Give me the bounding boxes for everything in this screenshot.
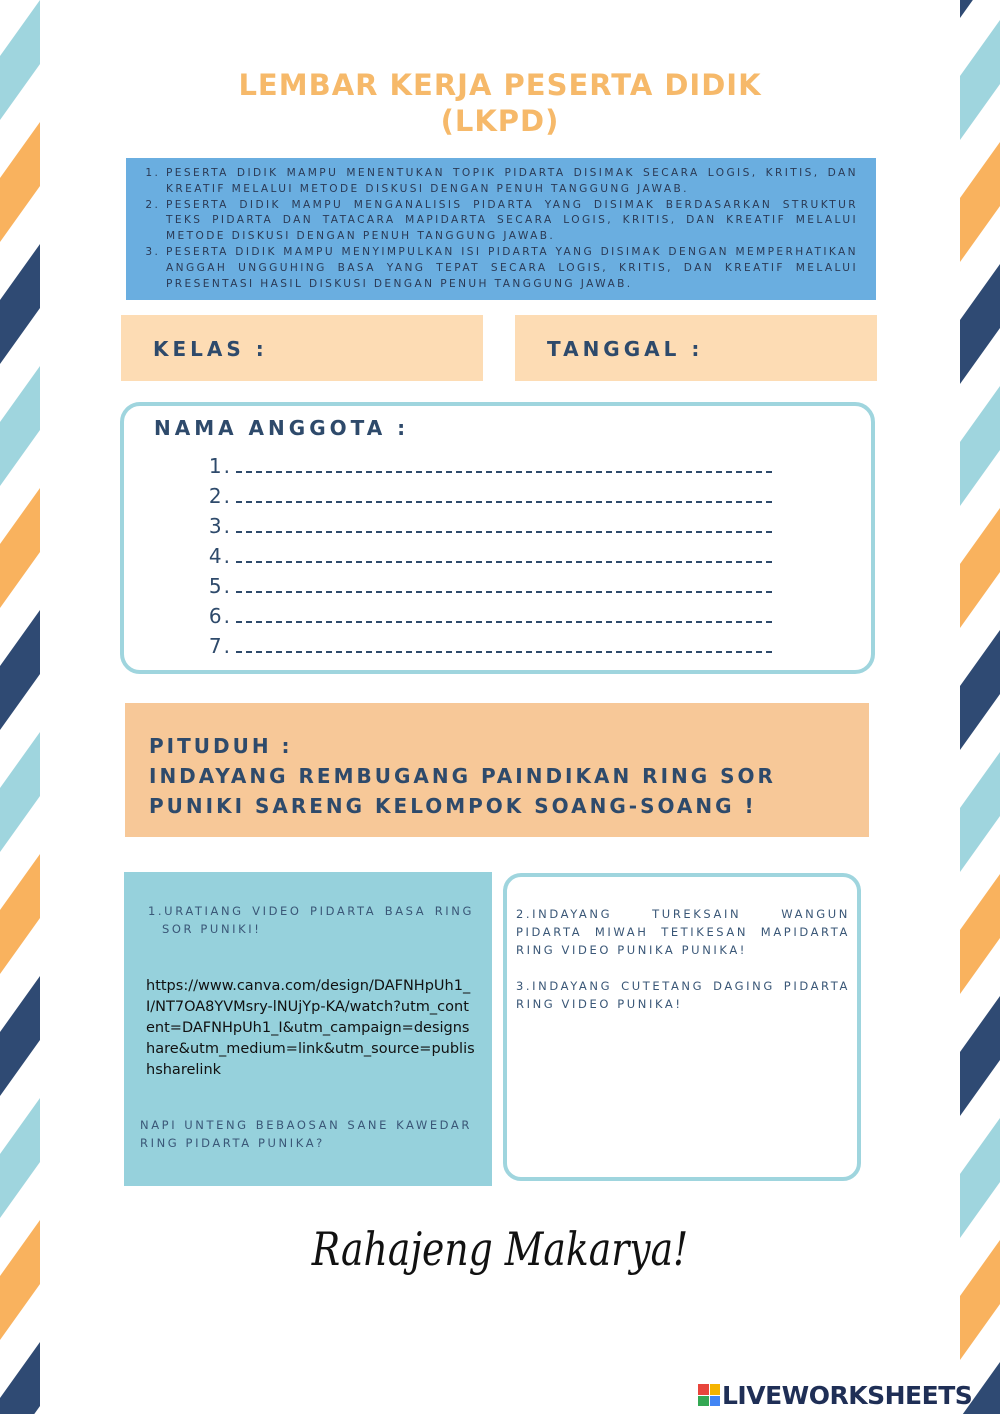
objective-item: 2. PESERTA DIDIK MAMPU MENGANALISIS PIDARTA YANG DISIMAK BERDASARKAN STRUKTUR TEKS PIDARTA DAN TATACARA MAPIDARTA SECARA LOGIS, KRITIS, DAN KREATIF MELALUI METODE DISKUSI DENGAN PENUH TANGGUNG JAWAB. (166, 198, 858, 245)
member-names-box (120, 402, 875, 674)
stripe-band (960, 1118, 1000, 1238)
left-stripe-border (0, 0, 40, 1414)
stripe-band (0, 610, 40, 730)
stripe-band (0, 854, 40, 974)
member-blank[interactable] (236, 577, 772, 593)
stripe-band (0, 1342, 40, 1414)
instruction-label: PITUDUH : (149, 734, 293, 758)
tanggal-field[interactable] (515, 315, 877, 381)
stripe-band (0, 732, 40, 852)
video-link[interactable]: https://www.canva.com/design/DAFNHpUh1_I/NT7OA8YVMsry-lNUjYp-KA/watch?utm_content=DAFNHpUh1_I&utm_campaign=designshare&utm_medium=link&utm_source=publishsharelink (146, 978, 475, 1078)
stripe-band (960, 386, 1000, 506)
stripe-band (0, 488, 40, 608)
stripe-band (0, 1220, 40, 1340)
member-blank[interactable] (236, 547, 772, 563)
stripe-band (0, 244, 40, 364)
worksheet-subtitle: (LKPD) (440, 104, 560, 138)
task-panel-left (124, 872, 492, 1186)
stripe-band (0, 1098, 40, 1218)
stripe-band (960, 996, 1000, 1116)
stripe-band (0, 0, 40, 120)
stripe-band (960, 0, 1000, 18)
stripe-band (960, 874, 1000, 994)
stripe-band (0, 122, 40, 242)
member-blank[interactable] (236, 487, 772, 503)
stripe-band (960, 508, 1000, 628)
right-stripe-border (960, 0, 1000, 1414)
member-line[interactable]: 6. (204, 604, 772, 634)
worksheet-title: LEMBAR KERJA PESERTA DIDIK (238, 68, 762, 102)
stripe-band (960, 1240, 1000, 1360)
stripe-band (0, 366, 40, 486)
task-panel-right[interactable] (503, 873, 861, 1181)
task-1-question: NAPI UNTENG BEBAOSAN SANE KAWEDAR RING PIDARTA PUNIKA? (140, 1118, 472, 1150)
member-blank[interactable] (236, 517, 772, 533)
member-line[interactable]: 3. (204, 514, 772, 544)
member-blank[interactable] (236, 457, 772, 473)
member-line[interactable]: 5. (204, 574, 772, 604)
instruction-text-line2: PUNIKI SARENG KELOMPOK SOANG-SOANG ! (149, 794, 757, 818)
instruction-box (125, 703, 869, 837)
closing-message: Rahajeng Makarya! (311, 1222, 689, 1276)
member-blank[interactable] (236, 637, 772, 653)
instruction-text-line1: INDAYANG REMBUGANG PAINDIKAN RING SOR (149, 764, 776, 788)
stripe-band (960, 752, 1000, 872)
task-1-text: 1.URATIANG VIDEO PIDARTA BASA RING SOR PUNIKI! (148, 904, 474, 936)
stripe-band (960, 630, 1000, 750)
member-names-title: NAMA ANGGOTA : (154, 416, 410, 440)
liveworksheets-logo-icon (698, 1384, 720, 1406)
liveworksheets-brand (698, 1380, 972, 1410)
tanggal-label: TANGGAL : (547, 337, 704, 361)
learning-objectives (126, 158, 876, 300)
objective-item: 3. PESERTA DIDIK MAMPU MENYIMPULKAN ISI PIDARTA YANG DISIMAK DENGAN MEMPERHATIKAN ANGGAH UNGGUHING BASA YANG TEPAT SECARA LOGIS, KRITIS, DAN KREATIF MELALUI PRESENTASI HASIL DISKUSI DENGAN PENUH TANGGUNG JAWAB. (166, 245, 858, 292)
member-line[interactable]: 7. (204, 634, 772, 664)
task-2-text: 2.INDAYANG TUREKSAIN WANGUN PIDARTA MIWAH TETIKESAN MAPIDARTA RING VIDEO PUNIKA PUNIKA! (516, 907, 850, 957)
objective-item: 1. PESERTA DIDIK MAMPU MENENTUKAN TOPIK PIDARTA DISIMAK SECARA LOGIS, KRITIS, DAN KREATIF MELALUI METODE DISKUSI DENGAN PENUH TANGGUNG JAWAB. (166, 166, 858, 198)
kelas-label: KELAS : (153, 337, 268, 361)
kelas-field[interactable] (121, 315, 483, 381)
member-blank[interactable] (236, 607, 772, 623)
stripe-band (960, 264, 1000, 384)
member-line[interactable]: 2. (204, 484, 772, 514)
task-3-text: 3.INDAYANG CUTETANG DAGING PIDARTA RING VIDEO PUNIKA! (516, 979, 850, 1011)
member-line[interactable]: 1. (204, 454, 772, 484)
stripe-band (960, 142, 1000, 262)
member-line[interactable]: 4. (204, 544, 772, 574)
brand-name: LIVEWORKSHEETS (722, 1380, 973, 1410)
stripe-band (0, 976, 40, 1096)
